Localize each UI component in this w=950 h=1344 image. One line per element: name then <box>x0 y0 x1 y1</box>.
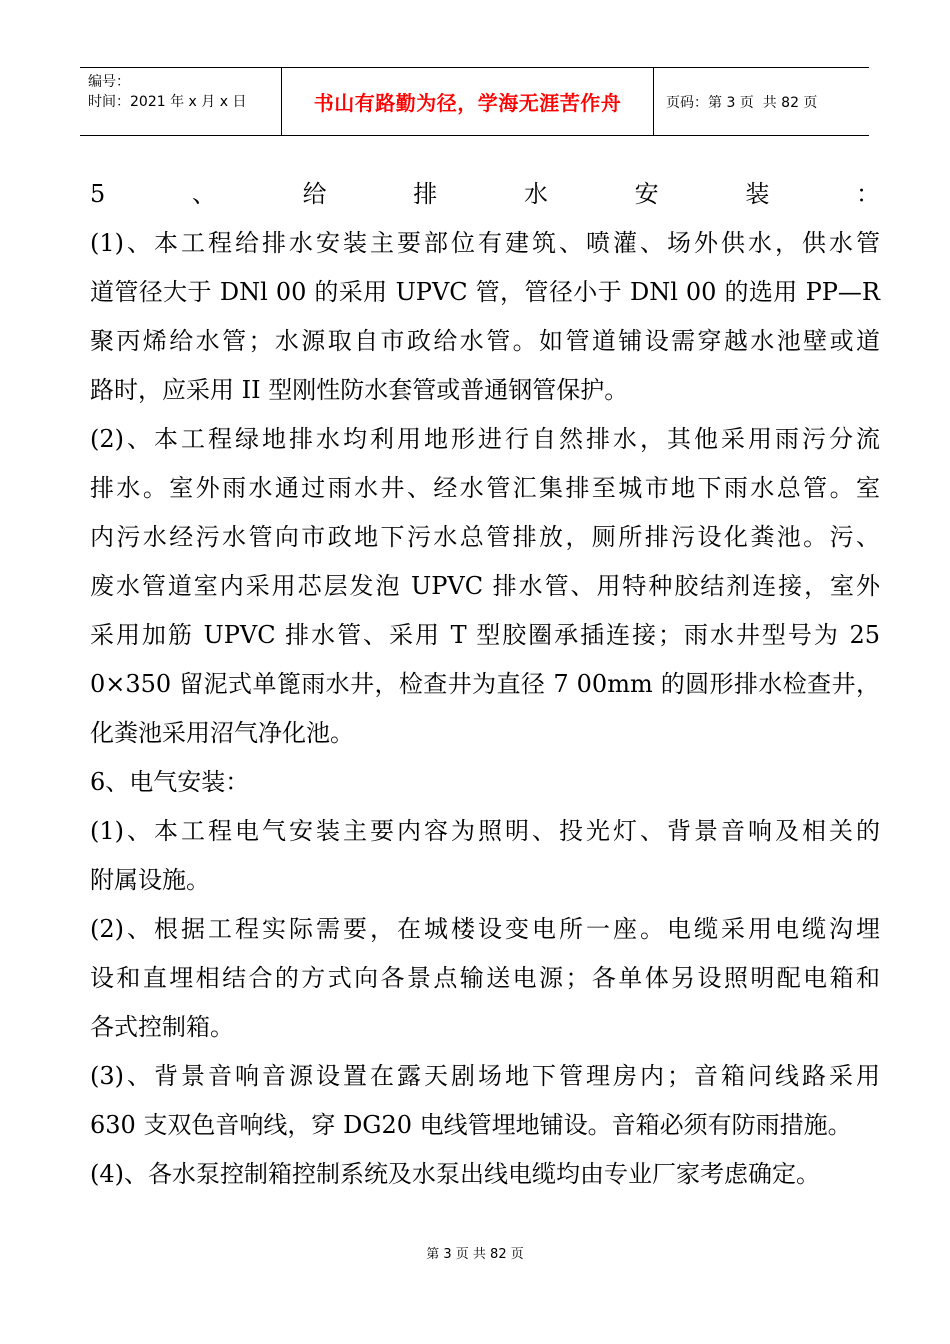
document-body <box>90 170 880 1199</box>
header-page-info: 页码：第 3 页 共 82 页 <box>666 94 818 111</box>
header-meta <box>80 68 282 135</box>
body-line: (1)、本工程电气安装主要内容为照明、投光灯、背景音响及相关的 <box>90 817 880 845</box>
body-line: 设和直埋相结合的方式向各景点输送电源；各单体另设照明配电箱和 <box>90 964 880 992</box>
body-line: 道管径大于 DNl 00 的采用 UPVC 管，管径小于 DNl 00 的选用 PP—R <box>90 278 880 306</box>
document-number-label: 编号： <box>88 74 130 90</box>
body-line: 聚丙烯给水管；水源取自市政给水管。如管道铺设需穿越水池壁或道 <box>90 327 880 355</box>
page-header <box>80 67 869 136</box>
body-line: 废水管道室内采用芯层发泡 UPVC 排水管、用特种胶结剂连接，室外 <box>90 572 880 600</box>
body-line: 0×350 留泥式单篦雨水井，检查井为直径 7 00mm 的圆形排水检查井， <box>90 670 880 698</box>
body-line: (2)、根据工程实际需要，在城楼设变电所一座。电缆采用电缆沟埋 <box>90 915 880 943</box>
header-motto-cell <box>282 68 654 135</box>
body-line: 化粪池采用沼气净化池。 <box>90 719 354 747</box>
body-line: (4)、各水泵控制箱控制系统及水泵出线电缆均由专业厂家考虑确定。 <box>90 1160 820 1188</box>
body-line: 排水。室外雨水通过雨水井、经水管汇集排至城市地下雨水总管。室 <box>90 474 880 502</box>
document-date: 时间：2021 年 x 月 x 日 <box>88 94 247 110</box>
body-line: 附属设施。 <box>90 866 210 894</box>
page-footer: 第 3 页 共 82 页 <box>426 1247 524 1262</box>
header-motto: 书山有路勤为径，学海无涯苦作舟 <box>313 91 622 115</box>
body-line: 采用加筋 UPVC 排水管、采用 T 型胶圈承插连接；雨水井型号为 25 <box>90 621 880 649</box>
body-line: 630 支双色音响线，穿 DG20 电线管埋地铺设。音箱必须有防雨措施。 <box>90 1111 852 1139</box>
body-line: 各式控制箱。 <box>90 1013 234 1041</box>
body-line: (2)、本工程绿地排水均利用地形进行自然排水，其他采用雨污分流 <box>90 425 880 453</box>
body-line: 5、给排水安装： <box>90 180 880 208</box>
body-line: 路时，应采用 II 型刚性防水套管或普通钢管保护。 <box>90 376 629 404</box>
body-line: 内污水经污水管向市政地下污水总管排放，厕所排污设化粪池。污、 <box>90 523 880 551</box>
body-line: 6、电气安装： <box>90 768 250 796</box>
body-line: (3)、背景音响音源设置在露天剧场地下管理房内；音箱问线路采用 <box>90 1062 880 1090</box>
body-line: (1)、本工程给排水安装主要部位有建筑、喷灌、场外供水，供水管 <box>90 229 880 257</box>
